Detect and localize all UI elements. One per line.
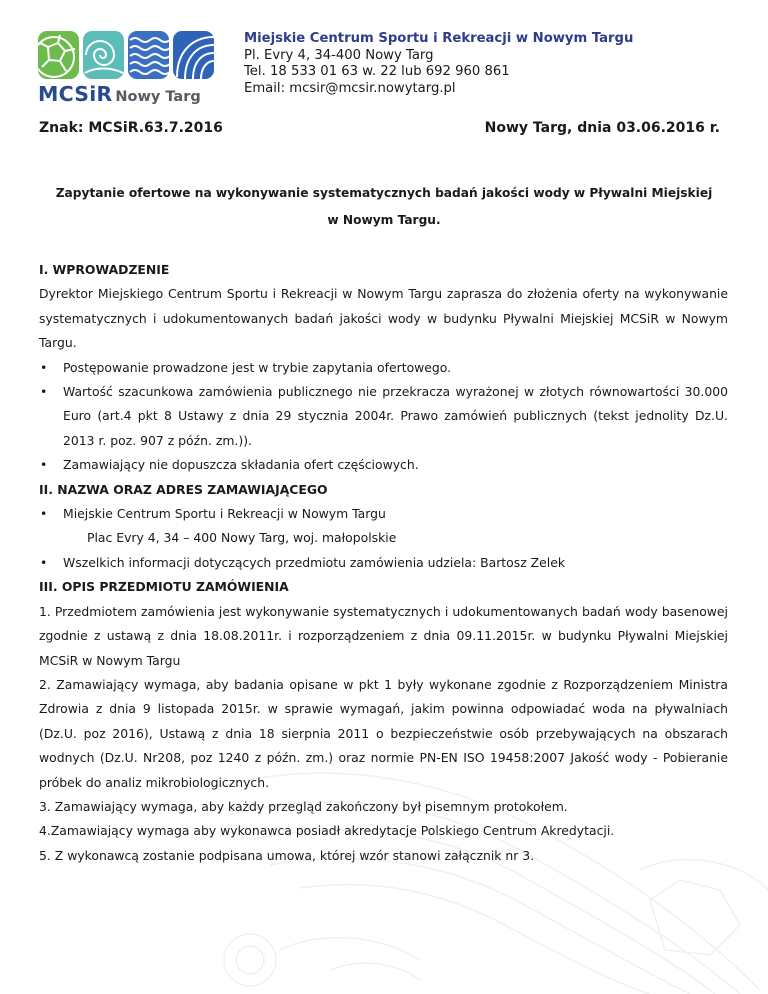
organization-name: Miejskie Centrum Sportu i Rekreacji w Nowym Targu: [244, 31, 634, 46]
track-tile-icon: [173, 31, 214, 79]
list-item: [39, 502, 728, 526]
authority-address: Plac Evry 4, 34 – 400 Nowy Targ, woj. małopolskie: [87, 530, 397, 546]
reference-number: Znak: MCSiR.63.7.2016: [39, 120, 223, 136]
title-line-1: Zapytanie ofertowe na wykonywanie systematycznych badań jakości wody w Pływalni Miejskiej: [55, 186, 713, 200]
document-body: [39, 258, 728, 868]
numbered-item: 3. Zamawiający wymaga, aby każdy przegląd zakończony był pisemnym protokołem.: [39, 798, 568, 814]
mcsir-logo: [38, 31, 226, 106]
logo-brand: MCSiR: [38, 82, 113, 106]
organization-phone: Tel. 18 533 01 63 w. 22 lub 692 960 861: [244, 64, 510, 79]
organization-email: Email: mcsir@mcsir.nowytarg.pl: [244, 80, 456, 96]
bullet-icon: •: [40, 554, 48, 570]
document-title: [39, 180, 729, 234]
numbered-item: 4.Zamawiający wymaga aby wykonawca posiadł akredytacje Polskiego Centrum Akredytacji.: [39, 823, 615, 839]
list-item: [39, 453, 728, 477]
bullet-icon: •: [40, 359, 48, 375]
list-item: [39, 551, 728, 575]
list-item-text: Wartość szacunkowa zamówienia publicznego nie przekracza wyrażonej w złotych równowartości 30.000 Euro (art.4 pkt 8 Ustawy z dnia 29 stycznia 2004r. Prawo zamówień publicznych (tekst jednolity Dz.U. 2013 r. poz. 907 z późn. zm.)).: [63, 384, 728, 448]
bullet-icon: •: [40, 457, 48, 473]
list-item-text: Miejskie Centrum Sportu i Rekreacji w Nowym Targu: [63, 506, 386, 522]
list-item-text: Postępowanie prowadzone jest w trybie zapytania ofertowego.: [63, 359, 452, 375]
organization-info: [244, 31, 633, 97]
logo-tiles: [38, 31, 226, 79]
list-item-text: Wszelkich informacji dotyczących przedmiotu zamówienia udziela: Bartosz Zelek: [63, 554, 565, 570]
introduction-paragraph: Dyrektor Miejskiego Centrum Sportu i Rekreacji w Nowym Targu zaprasza do złożenia oferty na wykonywanie systematycznych i udokumentowanych badań jakości wody w budynku Pływalni Miejskiej MCSiR w Nowym Targu.: [39, 286, 728, 351]
numbered-item: 1. Przedmiotem zamówienia jest wykonywanie systematycznych i udokumentowanych badań wody basenowej zgodnie z ustawą z dnia 18.08.2011r. i rozporządzeniem z dnia 09.11.2015r. w budynku Pływalni Miejskiej MCSiR w Nowym Targu: [39, 603, 728, 668]
place-and-date: Nowy Targ, dnia 03.06.2016 r.: [484, 120, 720, 136]
waves-tile-icon: [128, 31, 169, 79]
logo-city: Nowy Targ: [115, 89, 201, 105]
numbered-item: 2. Zamawiający wymaga, aby badania opisane w pkt 1 były wykonane zgodnie z Rozporządzeniem Ministra Zdrowia z dnia 9 listopada 2015r. w sprawie wymagań, jakim powinna odpowiadać woda na pływalniach (Dz.U. poz 2016), Ustawą z dnia 18 sierpnia 2011 o bezpieczeństwie osób przebywających na obszarach wodnych (Dz.U. Nr208, poz 1240 z późn. zm.) oraz normie PN-EN ISO 19458:2007 Jakość wody - Pobieranie próbek do analiz mikrobiologicznych.: [39, 676, 728, 790]
organization-address: Pl. Evry 4, 34-400 Nowy Targ: [244, 47, 434, 63]
numbered-item: 5. Z wykonawcą zostanie podpisana umowa, której wzór stanowi załącznik nr 3.: [39, 847, 535, 863]
section-heading-order-description: III. OPIS PRZEDMIOTU ZAMÓWIENIA: [39, 579, 289, 595]
list-item: [39, 356, 728, 380]
list-item-text: Zamawiający nie dopuszcza składania ofert częściowych.: [63, 457, 419, 473]
title-line-2: w Nowym Targu.: [327, 213, 441, 227]
logo-text: [38, 82, 226, 106]
section-heading-introduction: I. WPROWADZENIE: [39, 262, 170, 277]
section-heading-contracting-authority: II. NAZWA ORAZ ADRES ZAMAWIAJĄCEGO: [39, 481, 328, 497]
swirl-tile-icon: [83, 31, 124, 79]
football-tile-icon: [38, 31, 79, 79]
bullet-icon: •: [40, 384, 48, 400]
list-item: [39, 380, 728, 453]
bullet-icon: •: [40, 506, 48, 522]
